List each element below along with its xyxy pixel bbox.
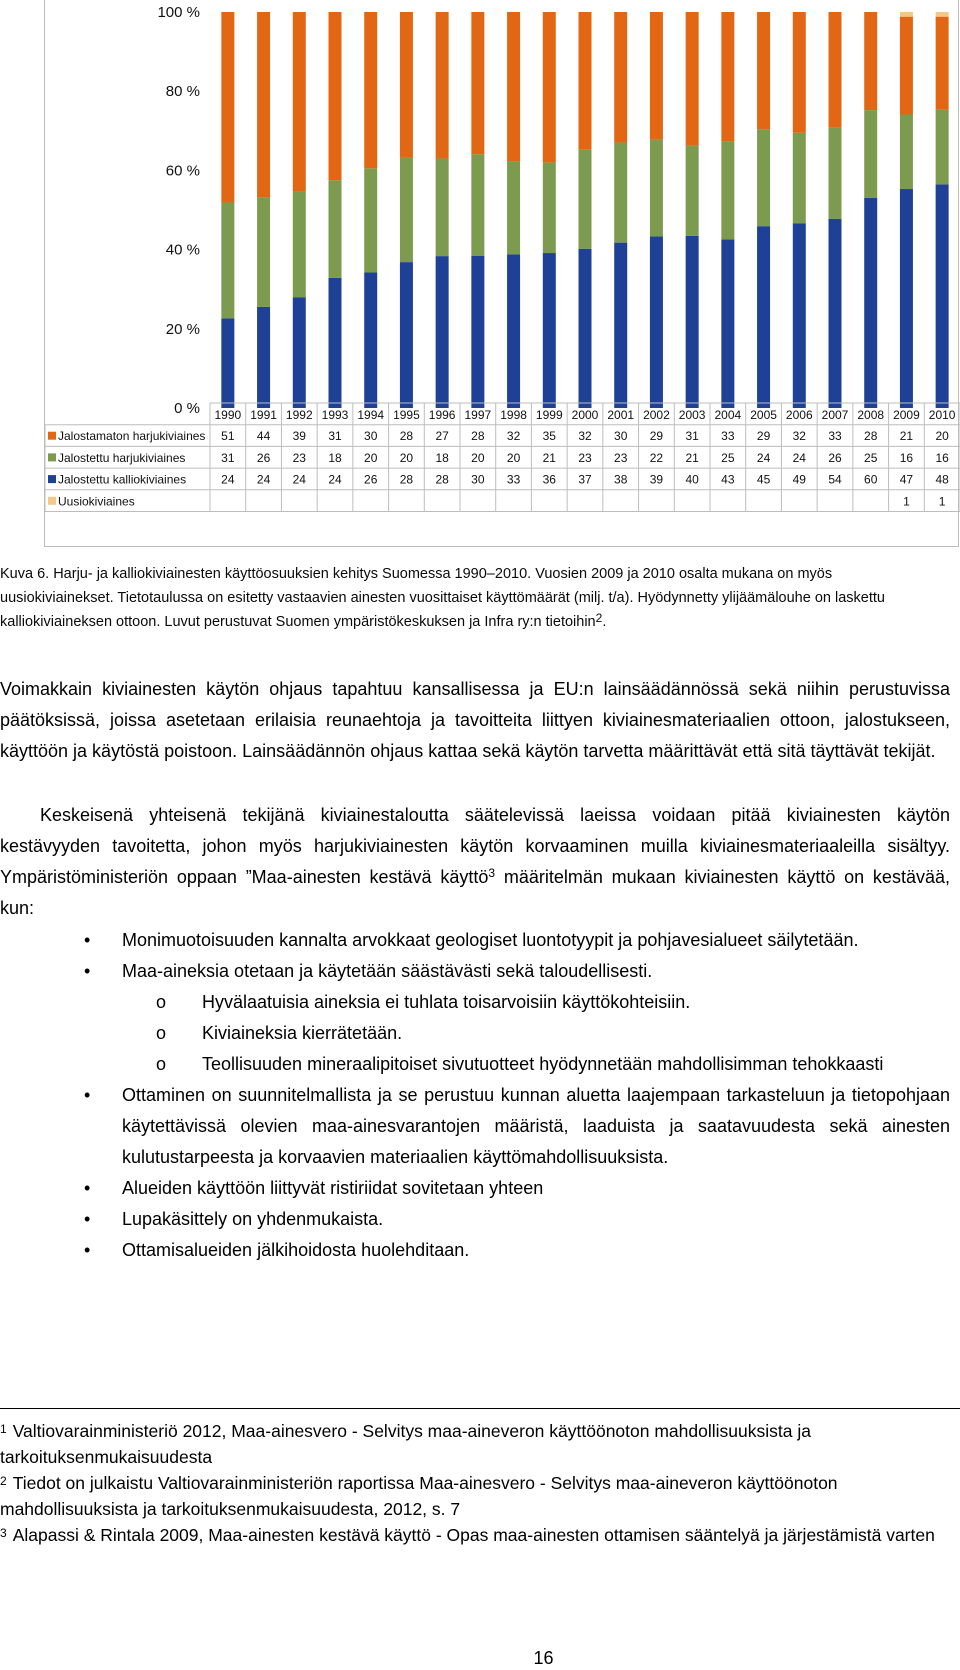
data-label: 24 — [792, 450, 806, 465]
x-tick-label: 1999 — [535, 408, 563, 422]
footnote-number: 3 — [0, 1526, 7, 1540]
bar-segment-5-2 — [400, 262, 413, 408]
footnote-number: 2 — [0, 1474, 7, 1488]
data-label: 26 — [256, 450, 271, 465]
data-label: 43 — [721, 472, 735, 487]
sub-list-item: o Hyvälaatuisia aineksia ei tuhlata toisarvoisiin käyttökohteisiin. — [122, 987, 950, 1018]
x-tick-label: 2005 — [750, 408, 777, 422]
list-item — [0, 956, 950, 1080]
bar-segment-14-2 — [721, 239, 734, 408]
bar-segment-9-0 — [543, 12, 556, 163]
x-tick-label: 1993 — [321, 408, 349, 422]
y-tick-label: 40 % — [165, 241, 200, 259]
x-tick-label: 2000 — [571, 408, 599, 422]
sub-list — [122, 987, 950, 1080]
data-label: 1 — [903, 494, 910, 509]
bar-segment-20-2 — [936, 184, 949, 408]
bar-segment-11-0 — [614, 12, 627, 143]
bar-segment-11-1 — [614, 143, 627, 243]
bar-segment-18-2 — [864, 198, 877, 408]
data-label: 25 — [864, 450, 878, 465]
data-label: 28 — [399, 429, 414, 444]
y-tick-label: 0 % — [174, 400, 200, 417]
data-label: 32 — [578, 429, 592, 444]
y-tick-label: 100 % — [157, 4, 200, 21]
bar-segment-12-0 — [650, 12, 663, 140]
caption-end: . — [602, 614, 607, 630]
bar-segment-0-1 — [221, 203, 234, 319]
data-label: 25 — [721, 450, 735, 465]
page-number: 16 — [533, 1648, 554, 1668]
chart-container — [44, 0, 959, 547]
bar-segment-0-0 — [221, 12, 234, 203]
x-tick-label: 2001 — [607, 408, 635, 422]
data-label: 40 — [685, 472, 699, 487]
data-label: 24 — [328, 472, 342, 487]
bar-segment-15-2 — [757, 226, 770, 408]
footnote-divider — [0, 1408, 960, 1409]
data-label: 33 — [506, 472, 521, 487]
data-label: 28 — [435, 472, 449, 487]
bar-segment-10-2 — [579, 249, 592, 408]
bar-segment-19-3 — [900, 12, 913, 17]
data-label: 23 — [614, 450, 628, 465]
data-label: 20 — [364, 450, 378, 465]
data-label: 26 — [364, 472, 378, 487]
data-label: 21 — [899, 429, 914, 444]
data-label: 39 — [649, 472, 664, 487]
sub-list-item: o Teollisuuden mineraalipitoiset sivutuotteet hyödynnetään mahdollisimman tehokkaasti — [122, 1049, 950, 1080]
footnote-text: Valtiovarainministeriö 2012, Maa-ainesvero - Selvitys maa-aineveron käyttöönoton mahdollisuuksista ja tarkoituksenmukaisuudesta — [0, 1421, 811, 1467]
paragraph-2 — [0, 800, 950, 924]
data-label: 24 — [292, 472, 306, 487]
list-item: • Alueiden käyttöön liittyvät ristiriidat sovitetaan yhteen — [0, 1173, 950, 1204]
legend-swatch — [48, 475, 56, 483]
bar-segment-16-0 — [793, 12, 806, 133]
list-item-text: Maa-aineksia otetaan ja käytetään säästävästi sekä taloudellisesti. — [122, 961, 653, 981]
bar-segment-16-1 — [793, 133, 806, 224]
data-label: 54 — [828, 472, 842, 487]
y-tick-label: 20 % — [165, 320, 200, 338]
data-label: 21 — [542, 450, 556, 465]
data-label: 20 — [399, 450, 414, 465]
data-label: 1 — [938, 494, 946, 509]
footnote-text: Tiedot on julkaistu Valtiovarainministeriön raportissa Maa-ainesvero - Selvitys maa-aineveron käyttöönoton mahdollisuuksista ja tarkoituksenmukaisuudesta, 2012, s. 7 — [0, 1473, 838, 1519]
data-label: 39 — [292, 429, 306, 444]
bar-segment-12-1 — [650, 140, 663, 237]
bar-segment-19-0 — [900, 17, 913, 115]
bar-segment-15-1 — [757, 129, 770, 226]
data-label: 20 — [471, 450, 485, 465]
list-item: • Ottaminen on suunnitelmallista ja se perustuu kunnan aluetta laajempaan tarkasteluun ja tietopohjaan käytettävissä olevien maa-ainesvarantojen määristä, laaduista ja saatavuudesta sekä ainesten kulutustarpeesta ja korvaavien materiaalien käyttömahdollisuuksista. — [0, 1080, 950, 1173]
bar-segment-9-2 — [543, 253, 556, 408]
bar-segment-11-2 — [614, 243, 627, 408]
list-item: • Lupakäsittely on yhdenmukaista. — [0, 1204, 950, 1235]
x-tick-label: 2004 — [714, 408, 742, 422]
data-label: 49 — [792, 472, 806, 487]
data-label: 27 — [435, 429, 449, 444]
footnotes — [0, 1418, 950, 1548]
bar-segment-8-1 — [507, 161, 520, 254]
legend-label: Jalostettu harjukiviaines — [58, 450, 186, 465]
paragraph-2-text-a: Keskeisenä yhteisenä tekijänä kiviainestaloutta säätelevissä laeissa voidaan pitää kiviainesten käytön kestävyyden tavoitetta, johon myös harjukiviainesten käytön korvaaminen muilla kiviainesmateriaaleilla sisältyy. Ympäristöministeriön oppaan ”Maa-ainesten kestävä käyttö — [0, 805, 950, 887]
paragraph-2-text-b: määritelmän mukaan kiviainesten käyttö on kestävää, kun: — [0, 867, 950, 918]
data-label: 20 — [935, 429, 949, 444]
bar-segment-7-2 — [471, 256, 484, 408]
bar-segment-5-0 — [400, 12, 413, 158]
footnote-number: 1 — [0, 1422, 7, 1436]
x-tick-label: 2009 — [893, 408, 920, 422]
bar-segment-5-1 — [400, 158, 413, 262]
legend-label: Uusiokiviaines — [58, 494, 135, 509]
bar-segment-6-2 — [436, 256, 449, 408]
data-label: 23 — [292, 450, 306, 465]
caption-text: Kuva 6. Harju- ja kalliokiviainesten käyttöosuuksien kehitys Suomessa 1990–2010. Vuosien 2009 ja 2010 osalta mukana on myös uusiokiviainekset. Tietotaulussa on esitetty vastaavien ainesten vuosittaiset käyttömäärät (milj. t/a). Hyödynnetty ylijäämälouhe on laskettu kalliokiviaineksen ottoon. Luvut perustuvat Suomen ympäristökeskuksen ja Infra ry:n tietoihin — [0, 566, 885, 630]
bar-segment-2-1 — [293, 192, 306, 298]
data-label: 24 — [756, 450, 771, 465]
footnote-3 — [0, 1522, 950, 1548]
legend-label: Jalostettu kalliokiviaines — [58, 472, 187, 487]
bar-segment-3-1 — [329, 180, 342, 278]
bar-segment-13-0 — [686, 12, 699, 145]
data-label: 51 — [221, 429, 235, 444]
bar-segment-4-0 — [364, 12, 377, 168]
legend-swatch — [48, 453, 56, 461]
bar-segment-14-1 — [721, 141, 734, 239]
data-label: 31 — [328, 429, 342, 444]
sub-list-item: o Kiviaineksia kierrätetään. — [122, 1018, 950, 1049]
data-label: 24 — [256, 472, 271, 487]
footnote-text: Alapassi & Rintala 2009, Maa-ainesten kestävä käyttö - Opas maa-ainesten ottamisen sääntelyä ja järjestämistä varten — [12, 1525, 935, 1545]
bar-segment-19-2 — [900, 189, 913, 408]
bar-segment-17-1 — [829, 128, 842, 219]
bar-segment-6-1 — [436, 158, 449, 256]
footnote-2 — [0, 1470, 950, 1522]
data-label: 28 — [471, 429, 485, 444]
bar-segment-17-2 — [829, 219, 842, 408]
x-tick-label: 1997 — [464, 408, 492, 422]
bar-segment-10-0 — [579, 12, 592, 150]
figure-caption — [0, 562, 945, 634]
paragraph-1: Voimakkain kiviainesten käytön ohjaus tapahtuu kansallisessa ja EU:n lainsäädännössä sekä niihin perustuvissa päätöksissä, joissa asetetaan erilaisia reunaehtoja ja tavoitteita liittyen kiviainesmateriaalien ottoon, jalostukseen, käyttöön ja käytöstä poistoon. Lainsäädännön ohjaus kattaa sekä käytön tarvetta määrittävät että sitä täyttävät tekijät. — [0, 679, 950, 761]
data-label: 18 — [435, 450, 449, 465]
bar-segment-4-2 — [364, 273, 377, 408]
data-label: 36 — [542, 472, 556, 487]
data-label: 33 — [828, 429, 842, 444]
bar-segment-4-1 — [364, 168, 377, 272]
data-label: 30 — [614, 429, 628, 444]
x-tick-label: 2008 — [857, 408, 885, 422]
x-tick-label: 2002 — [643, 408, 670, 422]
bar-segment-7-1 — [471, 154, 484, 256]
bar-segment-1-2 — [257, 307, 270, 408]
data-label: 47 — [899, 472, 914, 487]
data-label: 29 — [649, 429, 664, 444]
x-tick-label: 1998 — [500, 408, 527, 422]
legend-swatch — [48, 497, 56, 505]
data-label: 30 — [364, 429, 378, 444]
bar-segment-8-2 — [507, 254, 520, 408]
data-label: 33 — [721, 429, 735, 444]
data-label: 22 — [649, 450, 664, 465]
bar-segment-7-0 — [471, 12, 484, 154]
data-label: 60 — [864, 472, 878, 487]
bar-segment-6-0 — [436, 12, 449, 158]
bar-segment-18-1 — [864, 110, 877, 198]
bar-segment-2-2 — [293, 297, 306, 408]
data-label: 29 — [756, 429, 771, 444]
bar-segment-1-1 — [257, 197, 270, 307]
data-label: 21 — [685, 450, 699, 465]
x-tick-label: 1990 — [214, 408, 242, 422]
data-label: 23 — [578, 450, 592, 465]
footnote-1 — [0, 1418, 950, 1470]
data-label: 35 — [542, 429, 556, 444]
bar-segment-19-1 — [900, 114, 913, 189]
bar-segment-3-0 — [329, 12, 342, 180]
x-tick-label: 1995 — [393, 408, 420, 422]
data-label: 28 — [399, 472, 414, 487]
data-label: 37 — [578, 472, 592, 487]
data-label: 31 — [221, 450, 235, 465]
bar-segment-17-0 — [829, 12, 842, 128]
list-item: • Ottamisalueiden jälkihoidosta huolehditaan. — [0, 1235, 950, 1266]
bar-segment-14-0 — [721, 12, 734, 141]
bar-segment-15-0 — [757, 12, 770, 129]
bar-segment-2-0 — [293, 12, 306, 192]
bar-segment-13-1 — [686, 145, 699, 235]
bar-segment-8-0 — [507, 12, 520, 161]
data-label: 32 — [506, 429, 521, 444]
data-label: 48 — [935, 472, 949, 487]
bar-segment-10-1 — [579, 150, 592, 249]
bar-segment-0-2 — [221, 318, 234, 408]
data-label: 24 — [221, 472, 235, 487]
y-tick-label: 60 % — [165, 162, 200, 180]
data-label: 16 — [935, 450, 949, 465]
data-label: 18 — [328, 450, 342, 465]
caption-footnote-ref[interactable]: 2 — [595, 611, 603, 625]
bar-segment-9-1 — [543, 163, 556, 253]
sustainability-criteria-list — [0, 925, 950, 1266]
y-tick-label: 80 % — [165, 83, 200, 101]
x-tick-label: 1991 — [250, 408, 277, 422]
data-label: 38 — [614, 472, 628, 487]
legend-label: Jalostamaton harjukiviaines — [58, 429, 206, 444]
data-label: 16 — [899, 450, 914, 465]
x-tick-label: 1996 — [428, 408, 456, 422]
data-label: 20 — [506, 450, 521, 465]
legend-swatch — [48, 432, 56, 440]
data-label: 31 — [685, 429, 699, 444]
data-label: 28 — [864, 429, 878, 444]
x-tick-label: 1992 — [285, 408, 313, 422]
x-tick-label: 2010 — [928, 408, 956, 422]
bar-segment-1-0 — [257, 12, 270, 197]
list-item: • Monimuotoisuuden kannalta arvokkaat geologiset luontotyypit ja pohjavesialueet säilytetään. — [0, 925, 950, 956]
data-label: 30 — [471, 472, 485, 487]
bar-segment-16-2 — [793, 223, 806, 408]
stacked-bar-chart — [45, 0, 960, 547]
bar-segment-20-0 — [936, 17, 949, 110]
data-label: 26 — [828, 450, 842, 465]
bar-segment-3-2 — [329, 278, 342, 408]
bar-segment-13-2 — [686, 236, 699, 408]
bar-segment-20-1 — [936, 110, 949, 185]
x-tick-label: 2007 — [821, 408, 849, 422]
data-label: 32 — [792, 429, 806, 444]
bar-segment-18-0 — [864, 12, 877, 110]
x-tick-label: 1994 — [357, 408, 385, 422]
x-tick-label: 2003 — [678, 408, 706, 422]
x-tick-label: 2006 — [785, 408, 813, 422]
data-label: 44 — [256, 429, 271, 444]
data-label: 45 — [756, 472, 771, 487]
paragraph-2-footnote-ref[interactable]: 3 — [488, 866, 496, 880]
bar-segment-12-2 — [650, 236, 663, 408]
bar-segment-20-3 — [936, 12, 949, 17]
